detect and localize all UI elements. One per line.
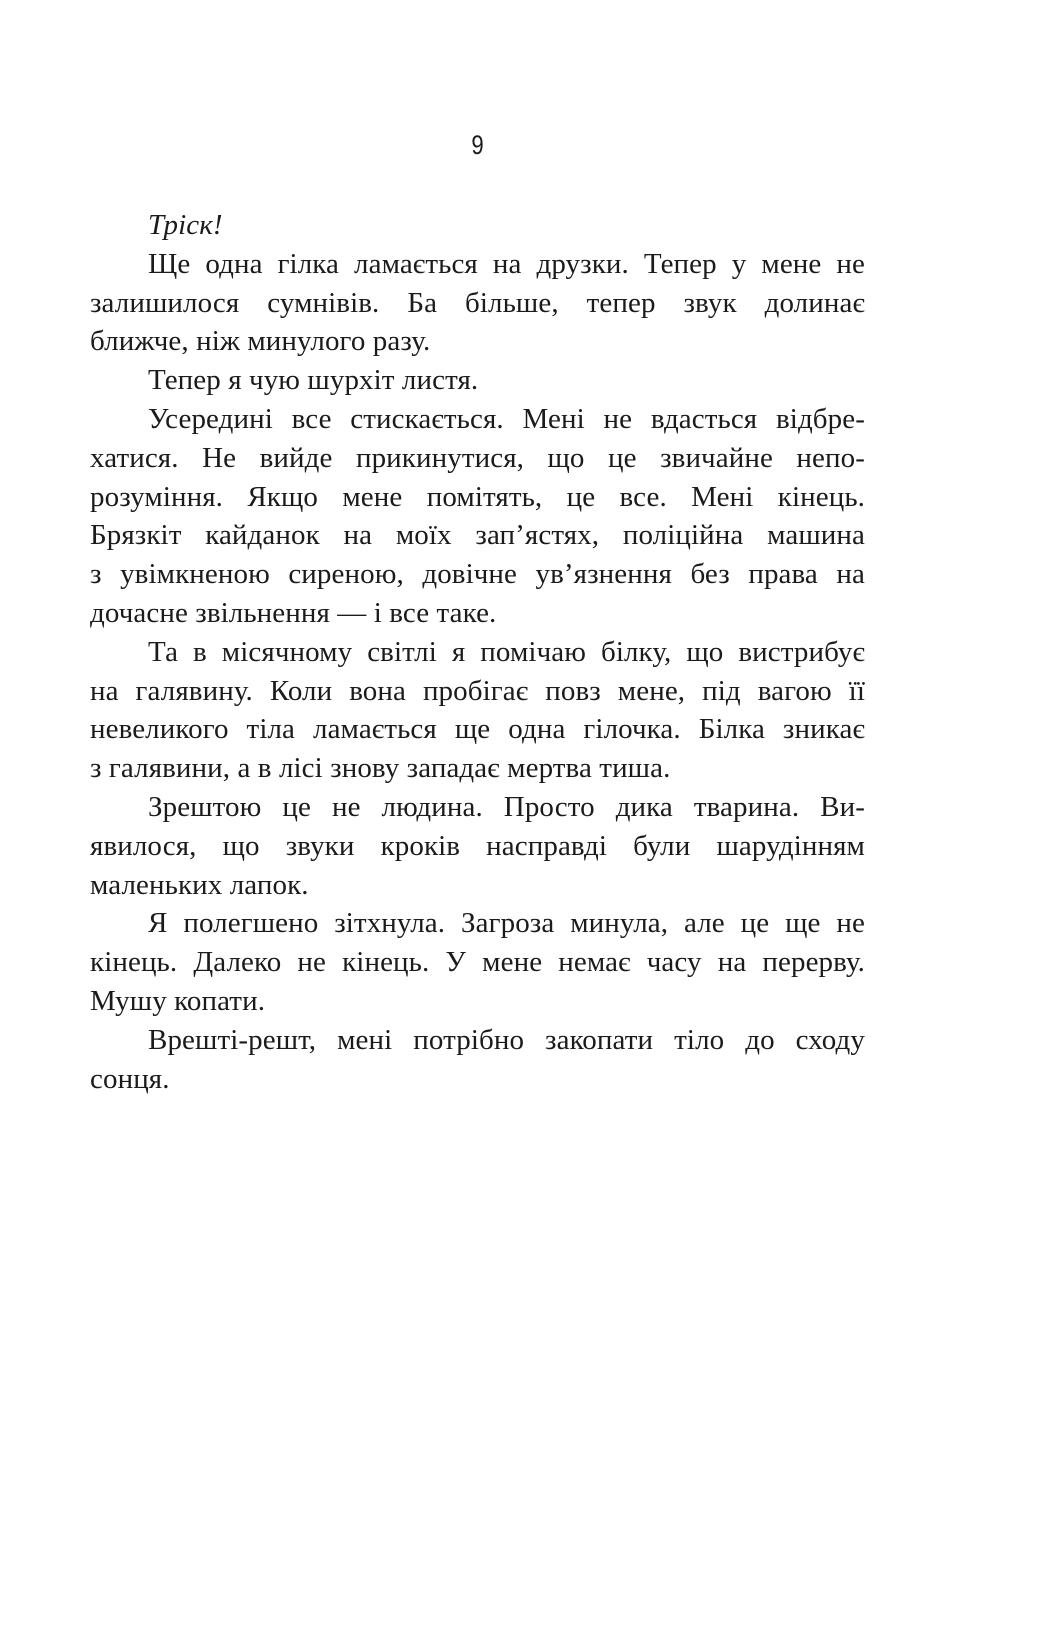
text-line: кінець. Далеко не кінець. У мене немає часу на перерву.	[90, 946, 865, 979]
page-number-digit: 9	[471, 130, 484, 160]
paragraph-animal	[90, 788, 865, 904]
paragraph-branch	[90, 245, 865, 361]
text-line: Зрештою це не людина. Просто дика тварина. Ви-	[148, 790, 865, 823]
text-line: ближче, ніж минулого разу.	[90, 325, 431, 358]
text-line: з увімкненою сиреною, довічне ув’язнення без права на	[90, 558, 865, 591]
page-number	[90, 130, 865, 160]
text-line: залишилося сумнівів. Ба більше, тепер звук долинає	[90, 286, 865, 319]
text-line: маленьких лапок.	[90, 868, 309, 901]
text-line: дочасне звільнення — і все таке.	[90, 596, 497, 629]
text-line: Тепер я чую шурхіт листя.	[148, 364, 479, 397]
paragraph-sound-effect	[90, 206, 865, 245]
paragraph-burial	[90, 1021, 865, 1099]
text-line: Тріск!	[148, 209, 223, 241]
paragraph-leaves	[90, 361, 865, 400]
paragraph-fear	[90, 400, 865, 633]
page-text	[90, 206, 865, 1098]
text-line: сонця.	[90, 1062, 170, 1095]
text-line: хатися. Не вийде прикинутися, що це звичайне непо-	[90, 441, 865, 474]
text-line: Брязкіт кайданок на моїх зап’ястях, поліційна машина	[90, 519, 865, 552]
text-line: Ще одна гілка ламається на друзки. Тепер у мене не	[148, 247, 865, 280]
text-line: Усередині все стискається. Мені не вдасться відбре-	[148, 402, 865, 435]
text-line: Мушу копати.	[90, 984, 266, 1017]
text-line: розуміння. Якщо мене помітять, це все. Мені кінець.	[90, 480, 865, 513]
text-line: явилося, що звуки кроків насправді були шарудінням	[90, 829, 865, 862]
text-line: з галявини, а в лісі знову западає мертва тиша.	[90, 752, 671, 785]
paragraph-relief	[90, 904, 865, 1020]
text-line: Врешті-решт, мені потрібно закопати тіло до сходу	[148, 1023, 865, 1056]
text-line: на галявину. Коли вона пробігає повз мене, під вагою її	[90, 674, 865, 707]
text-line: Я полегшено зітхнула. Загроза минула, але це ще не	[148, 907, 865, 940]
text-line: невеликого тіла ламається ще одна гілочка. Білка зникає	[90, 713, 865, 746]
text-line: Та в місячному світлі я помічаю білку, що вистрибує	[148, 635, 865, 668]
paragraph-squirrel	[90, 633, 865, 788]
